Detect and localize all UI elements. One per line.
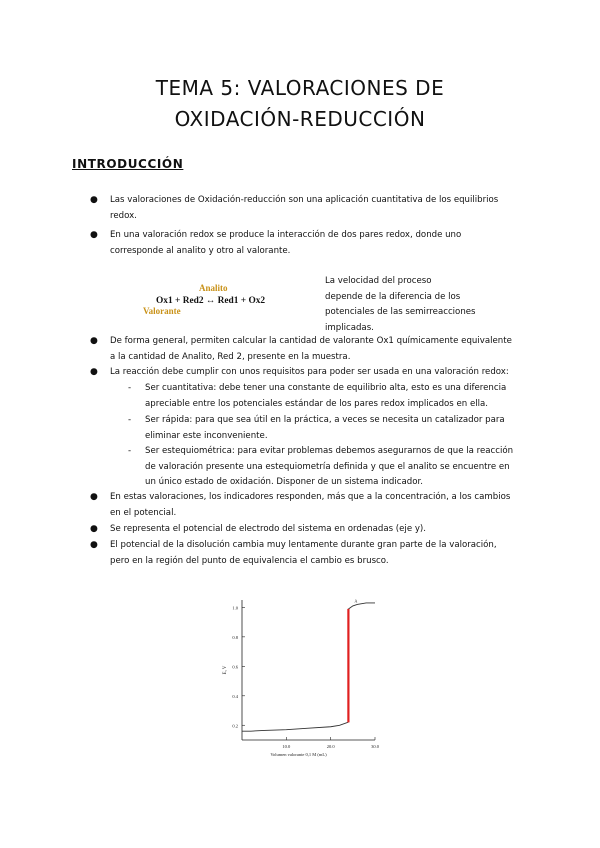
requirement-text: Ser cuantitativa: debe tener una constante de equilibrio alta, esto es una diferencia [145,383,507,393]
y-tick-label: 0.6 [232,664,238,670]
bullet-text: redox. [110,210,137,221]
section-heading: INTRODUCCIÓN [72,157,184,171]
side-note-line: La velocidad del proceso [325,276,432,286]
requirement-text: un único estado de oxidación. Disponer de un sistema indicador. [145,477,423,488]
dash-marker: - [128,383,132,393]
redox-equation: Ox1 + Red2 ↔ Red1 + Ox2 [156,296,266,306]
bullet-text: a la cantidad de Analito, Red 2, presente en la muestra. [110,351,351,362]
requirement-text: apreciable entre los potenciales estándar de los pares redox implicados en ella. [145,398,489,409]
curve-annotation-label: A [354,598,358,604]
bullet-text: El potencial de la disolución cambia muy lentamente durante gran parte de la valoración, [110,540,497,550]
dash-marker: - [128,415,132,425]
bullet-text: Las valoraciones de Oxidación-reducción son una aplicación cuantitativa de los equilibrios [110,195,499,205]
x-tick-label: 30.0 [371,744,379,749]
side-note-line: depende de la diferencia de los [325,291,461,302]
bullet-text: corresponde al analito y otro al valorante. [110,245,291,256]
bullet-item [90,228,530,260]
bullet-item [90,538,530,570]
bullet-item [90,365,530,381]
dash-marker: - [128,446,132,456]
side-note-line: potenciales de las semirreacciones [325,307,476,318]
bullet-item [90,193,530,225]
bullet-item [90,490,530,522]
requirement-text: eliminar este inconveniente. [145,430,268,441]
y-tick-label: 0.8 [232,634,238,640]
requirement-text: de valoración presente una estequiometría definida y que el analito se encuentre en [145,461,510,472]
titration-curve-chart [200,590,400,765]
bullet-icon: ● [90,367,98,377]
y-tick-label: 0.4 [232,693,238,699]
titration-curve-line [242,603,375,731]
bullet-icon: ● [90,230,98,240]
bullet-text: En estas valoraciones, los indicadores responden, más que a la concentración, a los cambios [110,492,511,502]
requirement-item [128,381,528,413]
bullet-icon: ● [90,540,98,550]
y-axis-label: E, V [223,665,228,675]
side-note [325,274,505,336]
bullet-text: En una valoración redox se produce la interacción de dos pares redox, donde uno [110,230,462,240]
page-title-line1: TEMA 5: VALORACIONES DE [155,76,445,100]
y-tick-label: 0.2 [232,723,238,729]
analito-label: Analito [199,283,228,293]
requirement-text: Ser estequiométrica: para evitar problemas debemos asegurarnos de que la reacción [145,446,514,456]
requirement-item [128,444,528,492]
bullet-item [90,334,530,366]
bullet-text: Se representa el potencial de electrodo del sistema en ordenadas (eje y). [110,524,427,534]
bullet-icon: ● [90,492,98,502]
requirement-item [128,413,528,445]
bullet-item [90,522,530,538]
x-tick-label: 10.0 [282,744,291,749]
y-tick-label: 1.0 [232,605,238,611]
bullet-text: pero en la región del punto de equivalencia el cambio es brusco. [110,555,389,566]
bullet-text: en el potencial. [110,507,177,518]
bullet-icon: ● [90,195,98,205]
valorante-label: Valorante [143,306,181,316]
bullet-text: La reacción debe cumplir con unos requisitos para poder ser usada en una valoración redox: [110,367,509,377]
x-axis-label: Volumen valorante 0,1 M (mL) [270,752,327,757]
bullet-text: De forma general, permiten calcular la cantidad de valorante Ox1 químicamente equivalente [110,336,512,346]
bullet-icon: ● [90,524,98,534]
x-tick-label: 20.0 [326,744,335,749]
requirement-text: Ser rápida: para que sea útil en la práctica, a veces se necesita un catalizador para [145,415,505,425]
side-note-line: implicadas. [325,322,374,333]
bullet-icon: ● [90,336,98,346]
page-title-line2: OXIDACIÓN-REDUCCIÓN [174,107,426,131]
